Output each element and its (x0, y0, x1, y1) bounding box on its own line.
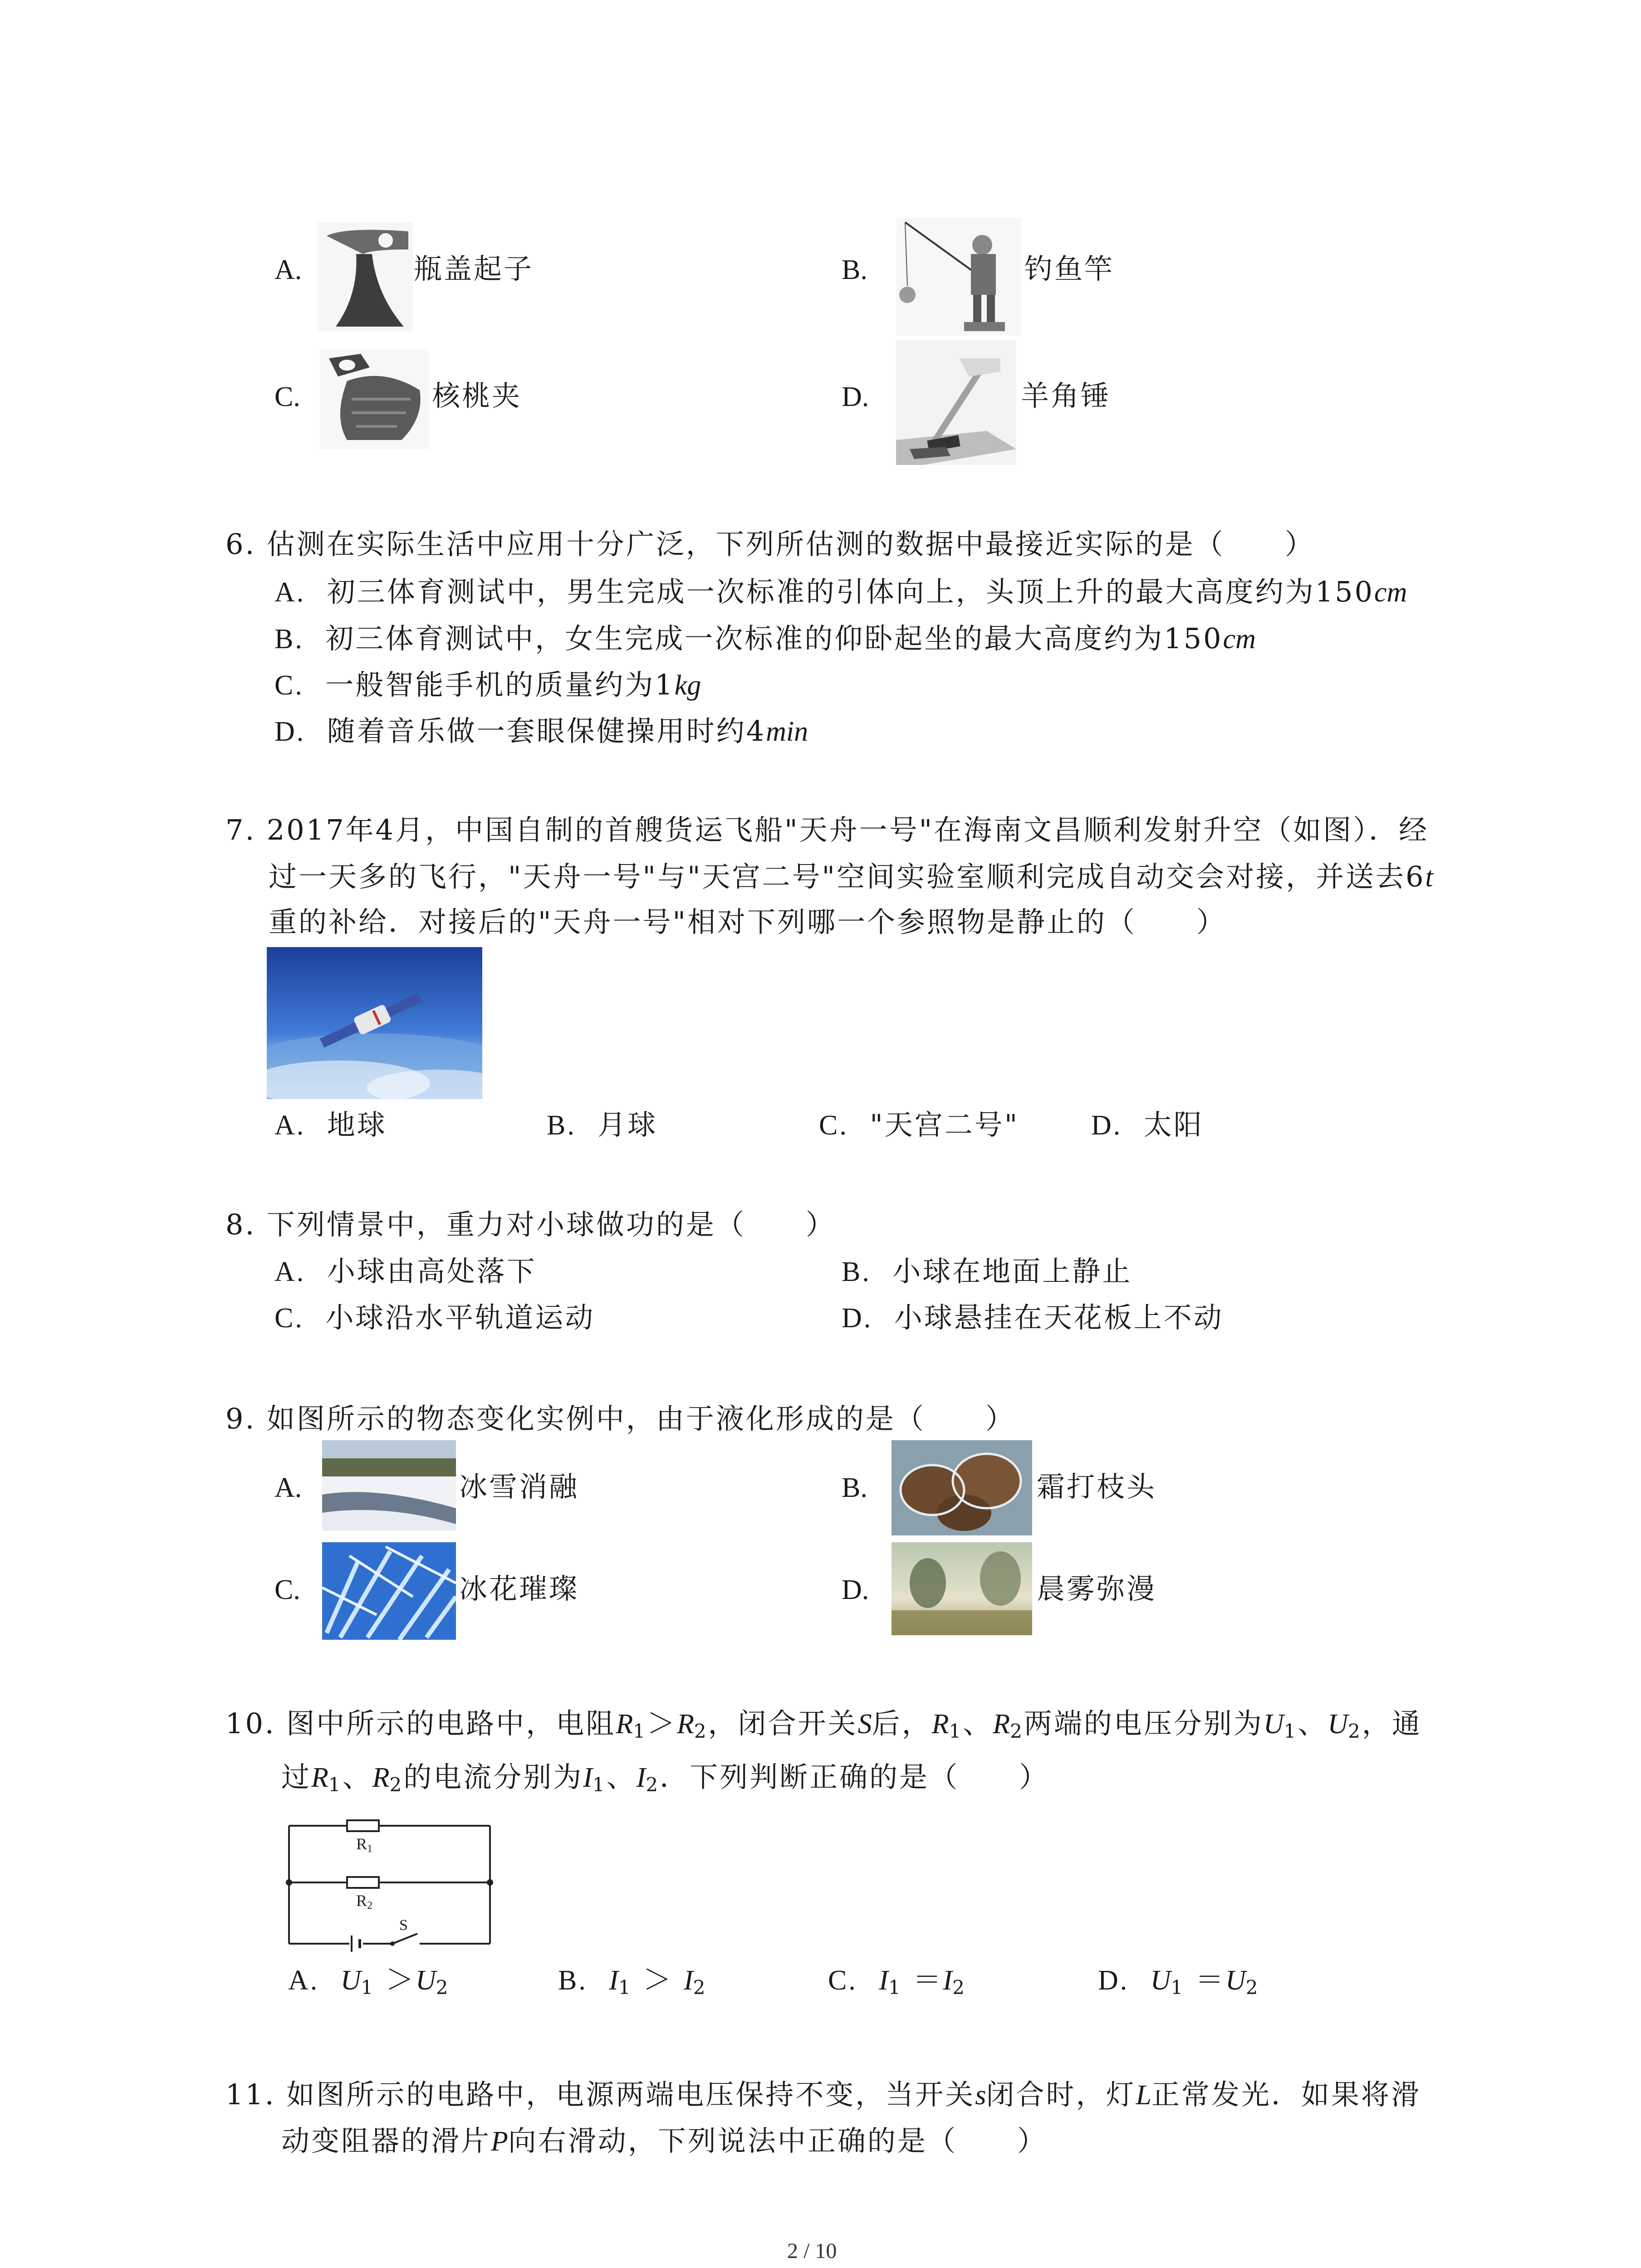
fishing-rod-icon (896, 218, 1021, 336)
question-stem-line-3: 重的补给．对接后的"天舟一号"相对下列哪一个参照物是静止的（ ） (269, 905, 1227, 938)
option-letter: B. (274, 624, 304, 655)
unit: cm (1223, 624, 1256, 655)
question-stem-line-1: 7. 2017年4月，中国自制的首艘货运飞船"天舟一号"在海南文昌顺利发射升空（如图）．经 (225, 813, 1429, 846)
option-text: 初三体育测试中，女生完成一次标准的仰卧起坐的最大高度约为150 (325, 622, 1223, 655)
option-letter: C. (274, 1574, 300, 1605)
spacecraft-photo (267, 947, 482, 1099)
option-letter: B. (842, 1472, 867, 1503)
page-number: 2 / 10 (787, 2239, 837, 2263)
option-text: 冰花璀璨 (459, 1572, 579, 1605)
q7-option-b: B. 月球 (547, 1108, 658, 1141)
option-letter: B. (842, 254, 867, 285)
r2-label: R (356, 1892, 367, 1910)
q10-option-a: A. $U_1 >U_2$ (288, 1963, 450, 1999)
bottle-opener-icon (318, 222, 413, 331)
option-text: 一般智能手机的质量约为1 (325, 668, 675, 701)
q7-option-c: C. "天宫二号" (819, 1108, 1019, 1141)
q8-option-b: B. 小球在地面上静止 (842, 1255, 1132, 1288)
q8-option-a: A. 小球由高处落下 (274, 1255, 537, 1288)
option-text: 瓶盖起子 (414, 252, 534, 285)
q6-option-c (274, 667, 701, 704)
melting-snow-photo (322, 1440, 456, 1531)
q10-option-c: C. $I_1 =I_2$ (828, 1963, 966, 1999)
option-letter: C. (274, 670, 304, 701)
r1-label: R (356, 1835, 367, 1853)
unit: cm (1374, 577, 1407, 608)
claw-hammer-icon (896, 340, 1016, 465)
question-stem-line-1: 10. 图中所示的电路中，电阻$R_1>R_2$，闭合开关S后，$R_1$、$R_2$两端的电压分别为$U_1$、$U_2$，通 (225, 1707, 1422, 1742)
q6-option-b (274, 621, 1256, 657)
option-text: 钓鱼竿 (1024, 252, 1115, 285)
svg-text:R2: R2 (356, 1892, 373, 1911)
unit: min (766, 716, 808, 747)
svg-text:R1: R1 (356, 1835, 373, 1855)
option-text: 核桃夹 (432, 379, 522, 412)
question-stem-line-2: 动变阻器的滑片P向右滑动，下列说法中正确的是（ ） (281, 2124, 1047, 2157)
option-letter: A. (274, 577, 306, 608)
parallel-circuit-diagram (284, 1808, 497, 1953)
option-letter: D. (842, 1574, 869, 1605)
morning-fog-photo (892, 1542, 1032, 1635)
option-text: 晨雾弥漫 (1037, 1572, 1157, 1605)
switch-label: S (399, 1917, 408, 1934)
q6-option-d (274, 713, 808, 750)
option-letter: D. (274, 716, 306, 747)
unit: kg (674, 670, 701, 701)
option-text: 随着音乐做一套眼保健操用时约4 (327, 714, 766, 748)
q8-option-d: D. 小球悬挂在天花板上不动 (842, 1301, 1224, 1334)
option-text: 霜打枝头 (1037, 1470, 1157, 1503)
option-letter: A. (274, 1472, 302, 1503)
ice-flowers-photo (322, 1542, 456, 1640)
question-stem-line-1: 11. 如图所示的电路中，电源两端电压保持不变，当开关s闭合时，灯L正常发光．如果将滑 (225, 2078, 1421, 2111)
option-text: 初三体育测试中，男生完成一次标准的引体向上，头顶上升的最大高度约为150 (327, 575, 1375, 608)
q6-option-a (274, 574, 1407, 611)
q7-option-d: D. 太阳 (1091, 1108, 1204, 1141)
option-letter: C. (274, 381, 300, 412)
question-stem: 9. 如图所示的物态变化实例中，由于液化形成的是（ ） (225, 1402, 1015, 1435)
question-stem-line-2: 过一天多的飞行，"天舟一号"与"天宫二号"空间实验室顺利完成自动交会对接，并送去6t (269, 860, 1433, 893)
q10-option-d: D. $U_1 =U_2$ (1098, 1963, 1260, 1999)
q7-option-a: A. 地球 (274, 1108, 387, 1141)
q8-option-c: C. 小球沿水平轨道运动 (274, 1301, 595, 1334)
question-stem: 6. 估测在实际生活中应用十分广泛，下列所估测的数据中最接近实际的是（ ） (225, 528, 1315, 561)
option-text: 羊角锤 (1021, 379, 1111, 412)
option-text: 冰雪消融 (459, 1470, 579, 1503)
option-letter: D. (842, 381, 869, 412)
frost-leaves-photo (892, 1440, 1032, 1535)
option-letter: A. (274, 254, 302, 285)
nutcracker-icon (320, 349, 429, 449)
question-stem: 8. 下列情景中，重力对小球做功的是（ ） (225, 1208, 836, 1241)
question-stem-line-2: 过$R_1$、$R_2$的电流分别为$I_1$、$I_2$．下列判断正确的是（ ） (281, 1760, 1049, 1796)
q10-option-b: B. $I_1 > I_2$ (558, 1963, 707, 1999)
